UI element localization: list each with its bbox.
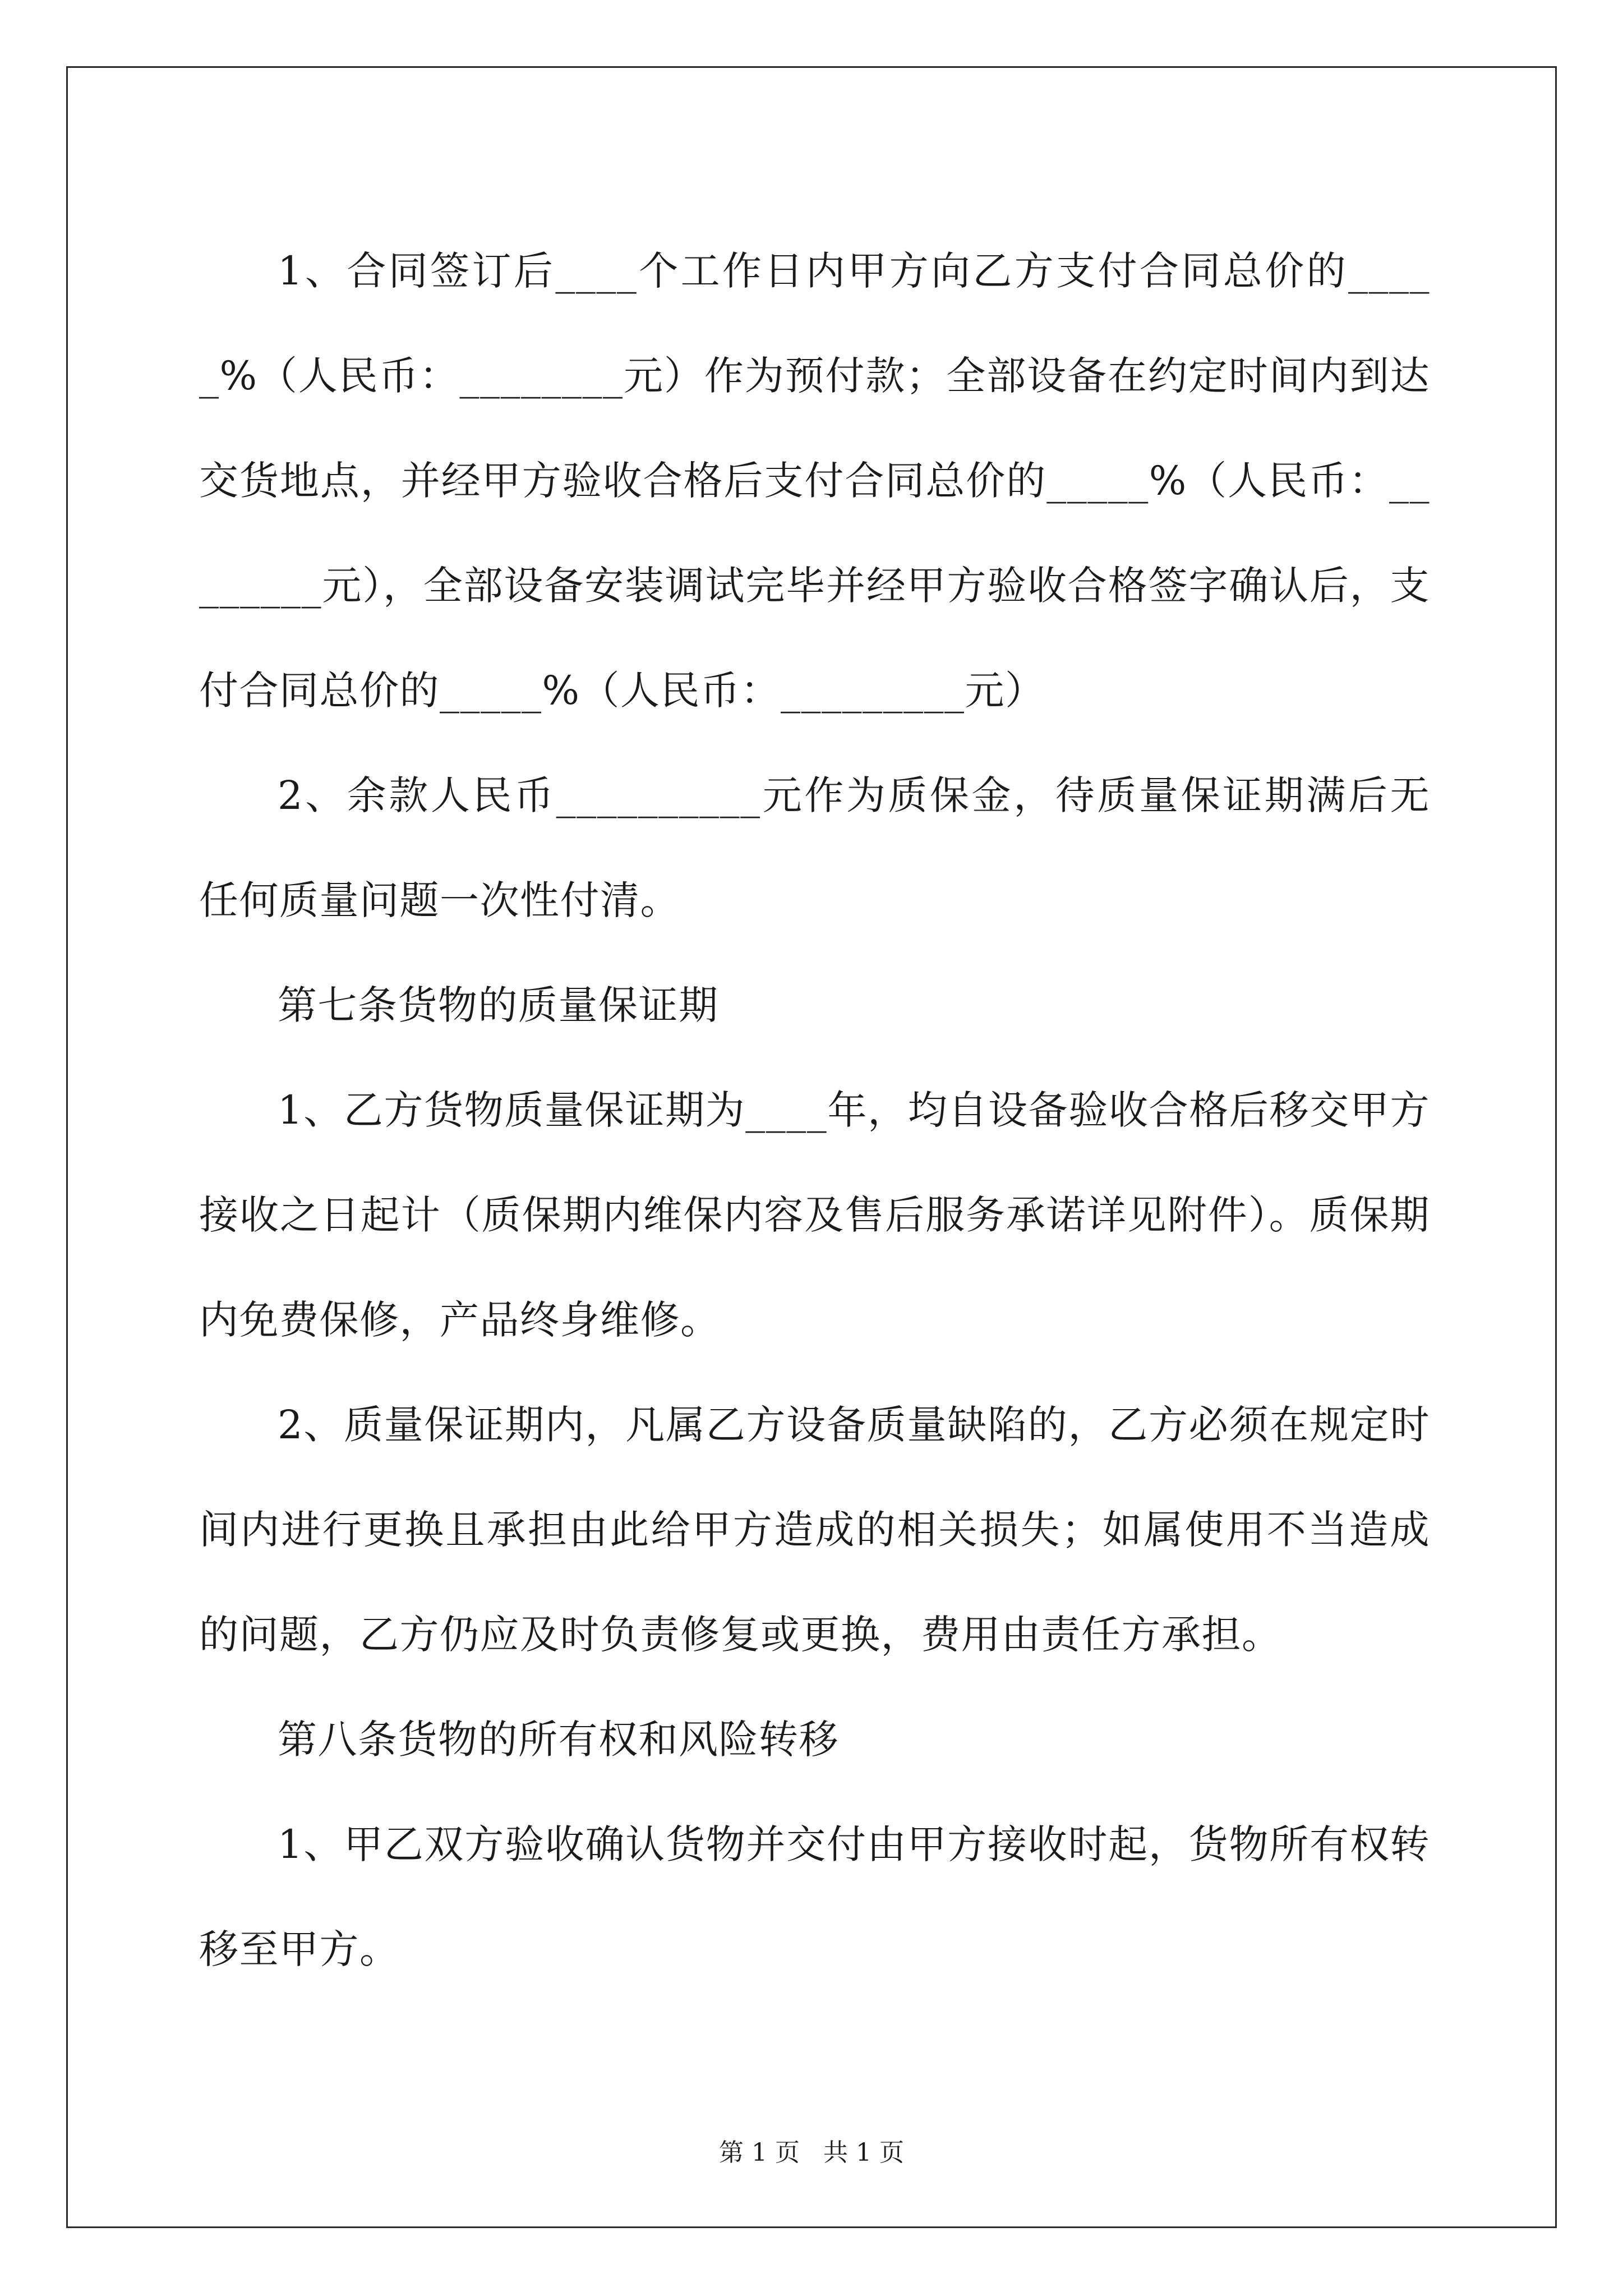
paragraph-retention-money: 2、余款人民币__________元作为质保金，待质量保证期满后无任何质量问题一次性付清。 <box>199 772 1430 923</box>
paragraph-warranty-period: 1、乙方货物质量保证期为____年，均自设备验收合格后移交甲方接收之日起计（质保期内维保内容及售后服务承诺详见附件）。质保期内免费保修，产品终身维修。 <box>199 1087 1430 1343</box>
page-number-footer: 第 1 页 共 1 页 <box>719 2138 904 2167</box>
paragraph-quality-defects: 2、质量保证期内，凡属乙方设备质量缺陷的，乙方必须在规定时间内进行更换且承担由此给甲方造成的相关损失；如属使用不当造成的问题，乙方仍应及时负责修复或更换，费用由责任方承担。 <box>199 1402 1430 1658</box>
paragraph-payment-terms: 1、合同签订后____个工作日内甲方向乙方支付合同总价的_____%（人民币：________元）作为预付款；全部设备在约定时间内到达交货地点，并经甲方验收合格后支付合同总价的_____%（人民币：________元），全部设备安装调试完毕并经甲方验收合格签字确认后，支付合同总价的_____%（人民币：_________元） <box>199 248 1430 714</box>
heading-article-8: 第八条货物的所有权和风险转移 <box>278 1717 839 1763</box>
document-body <box>199 219 1430 2002</box>
paragraph-ownership-transfer: 1、甲乙双方验收确认货物并交付由甲方接收时起，货物所有权转移至甲方。 <box>199 1821 1430 1972</box>
heading-article-7: 第七条货物的质量保证期 <box>278 982 719 1028</box>
